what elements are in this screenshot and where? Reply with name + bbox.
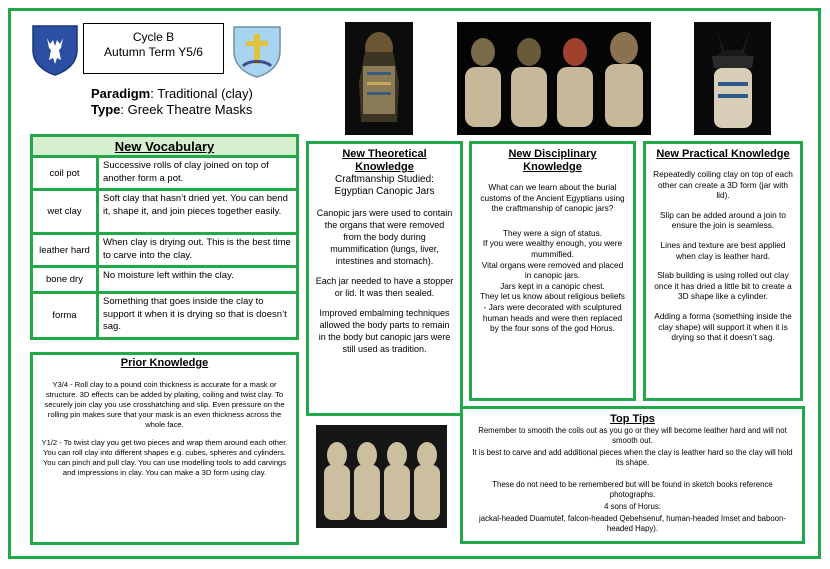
practical-item: Slip can be added around a join to ensure the join is seamless. [660,209,786,231]
prior-knowledge-title: Prior Knowledge [120,357,209,369]
vocab-term: forma [33,294,99,337]
vocab-definition: When clay is drying out. This is the best time to carve into the clay. [103,237,291,261]
prior-knowledge-panel [30,352,299,545]
school-crest-stag-icon [31,24,79,76]
top-tips-panel [460,406,805,544]
type-label: Type [91,102,121,117]
theoretical-knowledge-panel [306,141,463,416]
practical-title: New Practical Knowledge [656,148,790,160]
theoretical-para-1: Canopic jars were used to contain the organs that were removed from the body during mummification (lungs, liver, intestines and stomach). [316,208,453,266]
disciplinary-line: Jars kept in a canopic chest. [500,280,605,291]
vocab-term: bone dry [33,268,99,291]
practical-item: Adding a forma (something inside the clay shape) will support it when it is drying so that it doesn’t sag. [654,310,792,343]
tip-5: jackal-headed Duamutef, falcon-headed Qebehsenuf, human-headed Imset and baboon-headed Hapy). [479,514,786,533]
canopic-jars-stone-photo [316,425,447,528]
canopic-jar-falcon-photo [345,22,413,135]
vocab-definition: Something that goes inside the clay to support it when it is drying so that is doesn’t sag. [103,296,287,332]
practical-item: Lines and texture are best applied when clay is leather hard. [660,239,786,261]
disciplinary-line: Vital organs were removed and placed in canopic jars. [481,259,624,281]
vocab-row-bone-dry [33,268,296,294]
vocab-row-wet-clay [33,191,296,235]
practical-item: Slab building is using rolled out clay once it has dried a little bit to create a 3D shape like a cylinder. [654,270,792,302]
canopic-jar-jackal-photo [694,22,771,135]
disciplinary-question: What can we learn about the burial customs of the Ancient Egyptians using the craftmanship of canopic jars? [480,182,625,214]
school-crest-cross-icon [231,24,283,78]
prior-y34-text: Y3/4 - Roll clay to a pound coin thickness is accurate for a mask or structure. 3D effects can be added by plaiting, coiling and twist clay. To securely join clay you use crosshatching and slip. Even pressure on the rolling pin makes sure that your mask is an even thickness across the whole face. [44,380,285,429]
vocab-row-coil-pot [33,158,296,191]
vocab-definition: Successive rolls of clay joined on top of another form a pot. [103,160,269,184]
tip-2: It is best to carve and add additional pieces when the clay is leather hard so the clay will hold its shape. [472,448,793,467]
vocab-row-leather-hard [33,235,296,268]
tip-3: These do not need to be remembered but will be found in sketch books reference photographs. [492,480,773,499]
vocabulary-title: New Vocabulary [114,139,215,154]
paradigm-value: : Traditional (clay) [150,86,253,101]
vocab-term: leather hard [33,235,99,265]
disciplinary-line: They let us know about religious beliefs - Jars were decorated with sculptured human heads and were then replaced by the four sons of the god Horus. [480,291,625,334]
cycle-label: Cycle B [132,30,175,44]
paradigm-label: Paradigm [91,86,151,101]
vocab-definition: Soft clay that hasn’t dried yet. You can bend it, shape it, and join pieces together easily. [103,193,288,217]
tip-4: 4 sons of Horus: [604,502,661,511]
tip-1: Remember to smooth the coils out as you go or they will become leather hard and will not smooth out. [478,426,787,445]
practical-knowledge-panel [643,141,803,401]
disciplinary-line: They were a sign of status. [502,227,603,238]
practical-item: Repeatedly coiling clay on top of each other can create a 3D form (jar with lid). [653,169,793,201]
paradigm-block [91,86,253,118]
disciplinary-line: If you were wealthy enough, you were mummified. [482,238,623,259]
theoretical-subtitle: Craftmanship Studied: Egyptian Canopic Jars [334,174,435,197]
vocab-definition: No moisture left within the clay. [103,270,234,281]
type-value: : Greek Theatre Masks [120,102,253,117]
term-label: Autumn Term Y5/6 [104,45,203,59]
disciplinary-title: New Disciplinary Knowledge [508,148,597,173]
theoretical-para-2: Each jar needed to have a stopper or lid. It was then sealed. [315,276,454,298]
top-tips-title: Top Tips [610,413,655,425]
disciplinary-knowledge-panel [469,141,636,401]
vocab-term: coil pot [33,158,99,188]
canopic-jars-set-photo [457,22,651,135]
theoretical-title: New Theoretical Knowledge [342,148,427,173]
vocabulary-table [30,134,299,340]
theoretical-para-3: Improved embalming techniques allowed the body parts to remain in the body but canopic jars were still used as tradition. [318,308,451,354]
vocabulary-header [33,137,296,158]
cycle-term-box [83,23,224,74]
vocab-row-forma [33,294,296,337]
prior-y12-text: Y1/2 - To twist clay you get two pieces and wrap them around each other. You can roll clay into different shapes e.g. cubes, spheres and cylinders. You can pinch and pull clay. You can use modelling tools to add carvings and impressions in clay. You can make a 3D form using clay. [41,438,288,477]
vocab-term: wet clay [33,191,99,232]
